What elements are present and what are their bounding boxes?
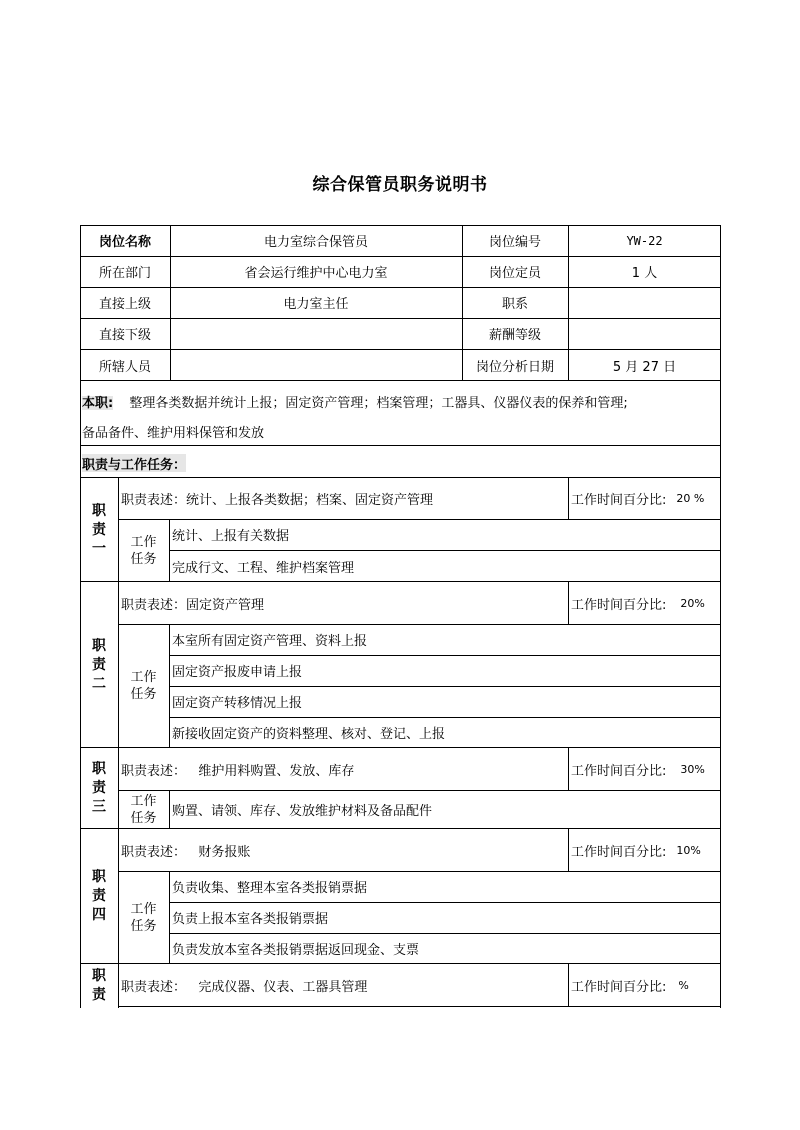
core-duty-text: 整理各类数据并统计上报；固定资产管理；档案管理；工器具、仪器仪表的保养和管理; — [129, 396, 628, 410]
duty-3-pct: 工作时间百分比: 30% — [571, 762, 705, 779]
duty-2-desc: 职责表述：固定资产管理 — [121, 597, 265, 613]
salary-grade-value — [568, 318, 721, 349]
duty-3-task-label: 工作任务 — [130, 793, 157, 826]
duty-4-task-3: 负责发放本室各类报销票据返回现金、支票 — [172, 943, 420, 958]
salary-grade-label: 薪酬等级 — [488, 328, 541, 343]
duty-1-pct: 工作时间百分比: 20 % — [571, 492, 705, 508]
duty-2-task-2: 固定资产报废申请上报 — [172, 665, 303, 680]
job-title-label: 岗位名称 — [98, 235, 151, 250]
subordinate-value — [170, 318, 462, 349]
job-title-value: 电力室综合保管员 — [263, 235, 368, 250]
headcount-label: 岗位定员 — [488, 266, 541, 281]
duty-4-task-label: 工作任务 — [130, 901, 157, 934]
duty-4-task-1: 负责收集、整理本室各类报销票据 — [172, 881, 368, 896]
analysis-date-label: 岗位分析日期 — [475, 359, 554, 375]
duty-4-pct: 工作时间百分比: 10% — [571, 843, 701, 860]
department-value: 省会运行维护中心电力室 — [244, 266, 388, 281]
duty-3-label: 职责三 — [92, 761, 106, 815]
job-family-value — [568, 287, 721, 318]
duty-5-desc: 职责表述： 完成仪器、仪表、工器具管理 — [121, 979, 368, 995]
staff-label: 所辖人员 — [98, 359, 151, 375]
duty-3-pct-value: 30% — [680, 762, 705, 776]
department-label: 所在部门 — [98, 266, 151, 281]
duty-2-task-label: 工作任务 — [130, 670, 157, 702]
duty-2-task-3: 固定资产转移情况上报 — [172, 696, 303, 711]
duty-1-task-1: 统计、上报有关数据 — [172, 529, 290, 544]
job-code-label: 岗位编号 — [488, 235, 541, 250]
job-code-value: YW-22 — [626, 233, 663, 248]
duty-3-desc: 职责表述： 维护用料购置、发放、库存 — [121, 763, 355, 779]
document-title: 综合保管员职务说明书 — [312, 175, 488, 195]
duty-1-label: 职责一 — [92, 502, 106, 557]
duty-5-pct-value: % — [678, 978, 689, 992]
duty-3-task-1: 购置、请领、库存、发放维护材料及备品配件 — [172, 804, 433, 819]
duty-4-pct-value: 10% — [676, 843, 701, 857]
duty-1-desc: 职责表述：统计、上报各类数据；档案、固定资产管理 — [121, 493, 434, 508]
duty-4-label: 职责四 — [92, 869, 106, 923]
duty-4-task-2: 负责上报本室各类报销票据 — [172, 912, 329, 927]
duty-2-task-1: 本室所有固定资产管理、资料上报 — [172, 634, 368, 649]
headcount-value: 1 人 — [631, 266, 658, 281]
duty-2-label: 职责二 — [92, 637, 106, 692]
duty-1-pct-value: 20 % — [676, 492, 705, 505]
duty-5-pct: 工作时间百分比: % — [571, 978, 689, 995]
duty-1-task-2: 完成行文、工程、维护档案管理 — [172, 560, 355, 576]
duty-2-pct: 工作时间百分比: 20% — [571, 596, 705, 613]
staff-value — [170, 349, 462, 381]
core-duty-line1 — [82, 392, 718, 410]
duty-2-pct-value: 20% — [680, 596, 705, 610]
subordinate-label: 直接下级 — [98, 328, 151, 343]
duties-header-label: 职责与工作任务： — [82, 454, 186, 472]
duty-4-desc: 职责表述： 财务报账 — [121, 844, 251, 860]
duty-2-task-4: 新接收固定资产的资料整理、核对、登记、上报 — [172, 727, 446, 742]
job-family-label: 职系 — [501, 297, 528, 312]
core-duty-line2: 备品备件、维护用料保管和发放 — [82, 426, 265, 441]
duty-1-task-label: 工作任务 — [130, 534, 157, 567]
supervisor-value: 电力室主任 — [283, 297, 349, 312]
core-duty-label: 本职: — [82, 396, 114, 410]
analysis-date-value: 5 月 27 日 — [612, 359, 677, 375]
supervisor-label: 直接上级 — [98, 297, 151, 312]
duty-5-label: 职责 — [92, 968, 106, 1003]
